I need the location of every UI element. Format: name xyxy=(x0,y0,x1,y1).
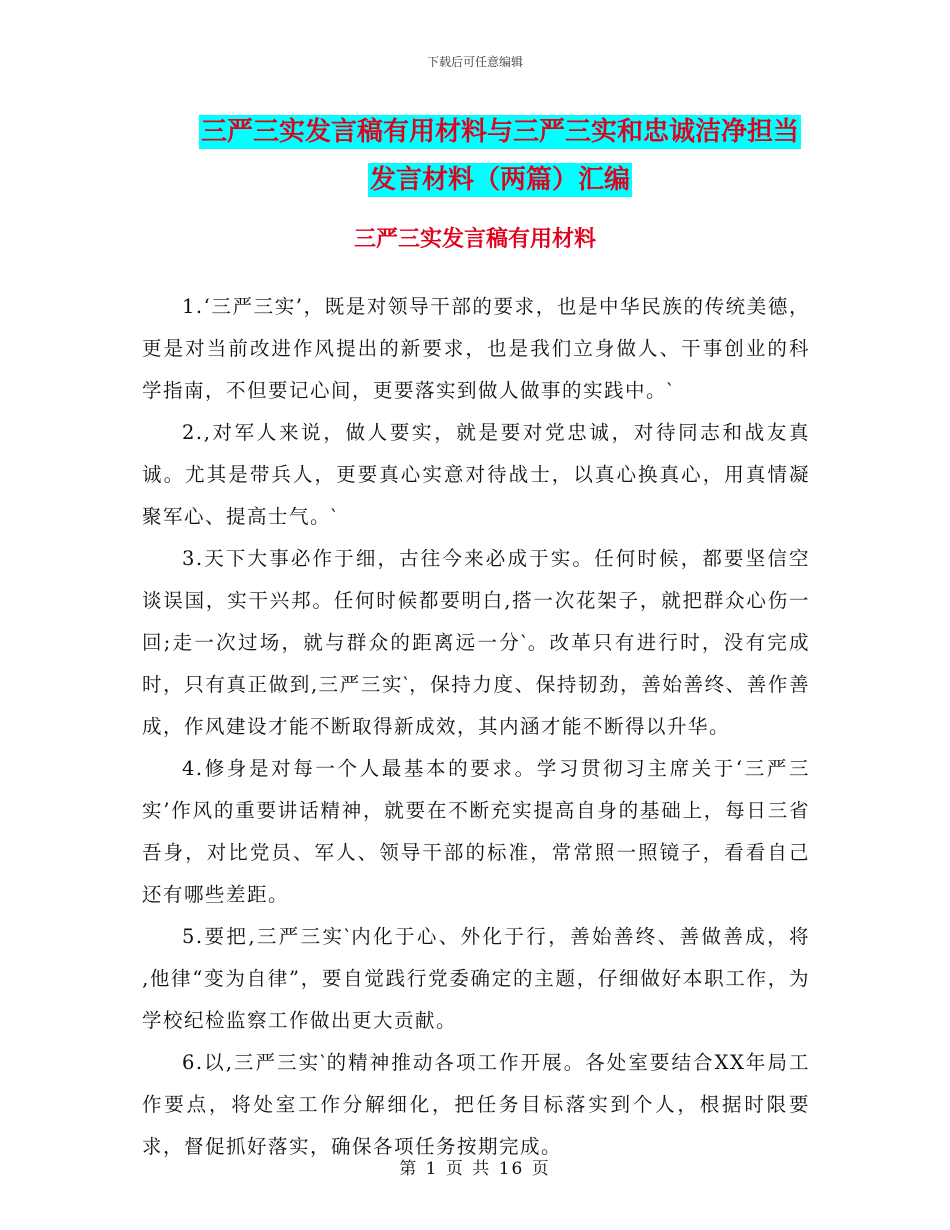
title-line-2: 发言材料（两篇）汇编 xyxy=(369,165,630,195)
paragraph-4: 4.修身是对每一个人最基本的要求。学习贯彻习主席关于‘三严三实’作风的重要讲话精神，就要在不断充实提高自身的基础上，每日三省吾身，对比党员、军人、领导干部的标准，常常照一照镜子，看看自己还有哪些差距。 xyxy=(142,757,810,906)
paragraph-5: 5.要把‚三严三实‵内化于心、外化于行，善始善终、善做善成，将‚他律“变为自律”，要自觉践行党委确定的主题，仔细做好本职工作，为学校纪检监察工作做出更大贡献。 xyxy=(142,925,810,1032)
title-line-1: 三严三实发言稿有用材料与三严三实和忠诚洁净担当 xyxy=(200,117,799,147)
document-title xyxy=(150,108,850,204)
paragraph-2: 2.‚对军人来说，做人要实，就是要对党忠诚，对待同志和战友真诚。尤其是带兵人，更要真心实意对待战士，以真心换真心，用真情凝聚军心、提高士气。‵ xyxy=(142,421,810,528)
paragraph-3: 3.天下大事必作于细，古往今来必成于实。任何时候，都要坚信空谈误国，实干兴邦。任何时候都要明白‚搭一次花架子，就把群众心伤一回;走一次过场，就与群众的距离远一分‵。改革只有进行时，没有完成时，只有真正做到‚三严三实‵，保持力度、保持韧劲，善始善终、善作善成，作风建设才能不断取得新成效，其内涵才能不断得以升华。 xyxy=(142,547,810,738)
paragraph-1: 1.‘三严三实’，既是对领导干部的要求，也是中华民族的传统美德，更是对当前改进作风提出的新要求，也是我们立身做人、干事创业的科学指南，不但要记心间，更要落实到做人做事的实践中。‵ xyxy=(142,295,810,402)
paragraph-6: 6.以‚三严三实‵的精神推动各项工作开展。各处室要结合XX年局工作要点，将处室工作分解细化，把任务目标落实到个人，根据时限要求，督促抓好落实，确保各项任务按期完成。 xyxy=(142,1051,810,1158)
header-note: 下载后可任意编辑 xyxy=(426,55,523,69)
section-heading: 三严三实发言稿有用材料 xyxy=(353,227,596,252)
page-footer: 第 1 页 共 16 页 xyxy=(399,1159,551,1179)
body-text xyxy=(142,286,810,1168)
